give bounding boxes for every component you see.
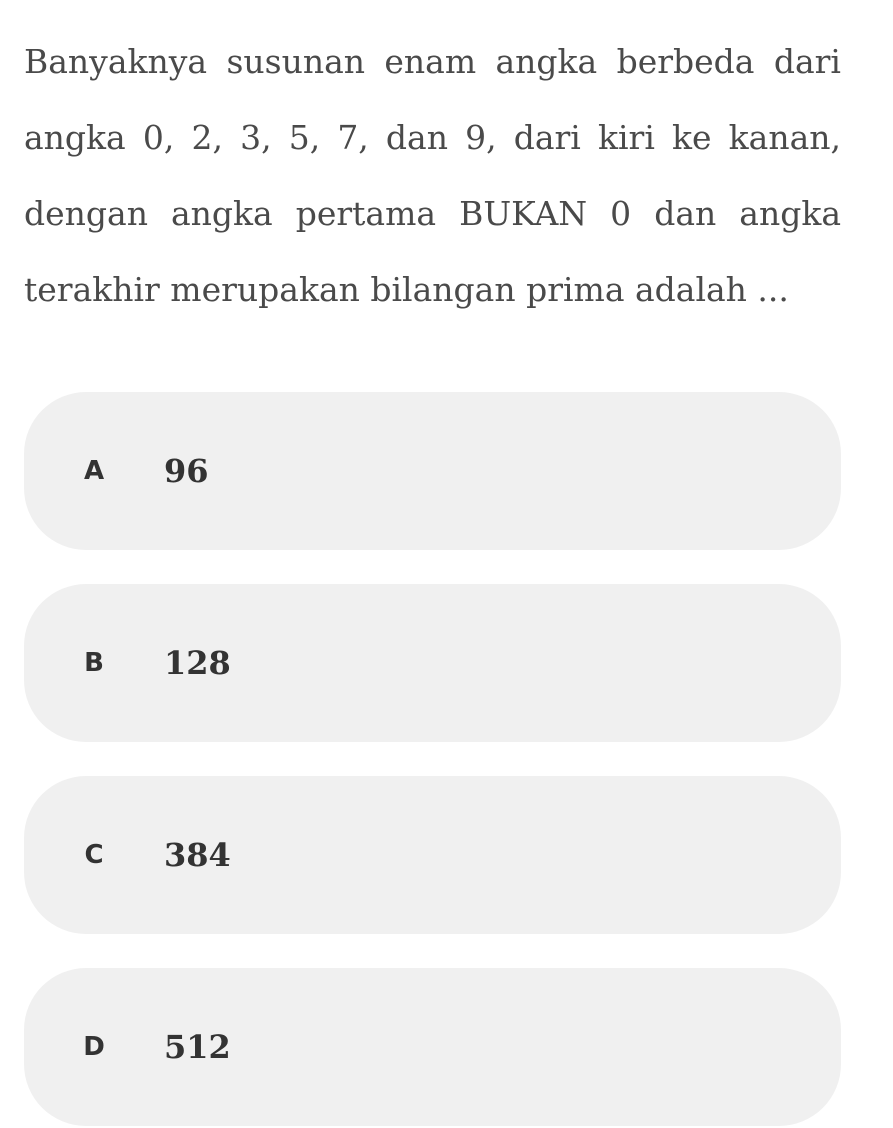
option-a[interactable]: [24, 392, 841, 550]
option-letter: C: [84, 840, 104, 870]
option-b[interactable]: [24, 584, 841, 742]
option-value: 96: [164, 452, 209, 490]
option-c[interactable]: [24, 776, 841, 934]
option-letter: D: [83, 1032, 105, 1062]
answer-options: [24, 392, 841, 1128]
option-value: 512: [164, 1028, 231, 1066]
option-letter: A: [83, 456, 105, 486]
option-value: 128: [164, 644, 231, 682]
question-text: Banyaknya susunan enam angka berbeda dari angka 0, 2, 3, 5, 7, dan 9, dari kiri ke kanan, dengan angka pertama BUKAN 0 dan angka terakhir merupakan bilangan prima adalah ...: [24, 42, 841, 309]
option-letter: B: [84, 648, 104, 678]
option-value: 384: [164, 836, 231, 874]
option-d[interactable]: [24, 968, 841, 1126]
